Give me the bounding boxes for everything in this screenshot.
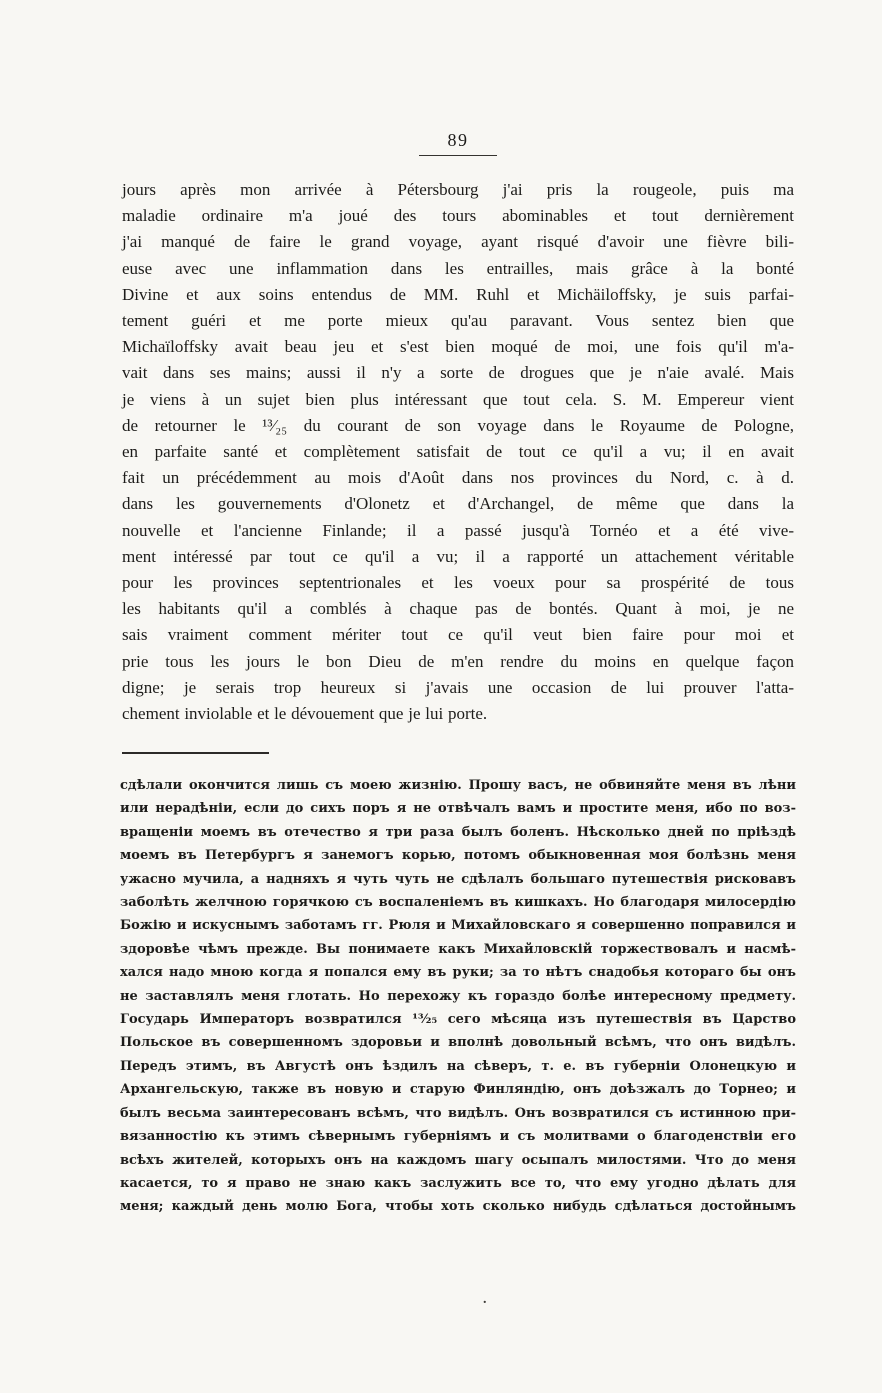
footnote-russian	[120, 774, 796, 1219]
text-line: касается, то я право не знаю какъ заслужить все то, что ему угодно дѣлать для	[120, 1175, 796, 1191]
page-header	[122, 130, 794, 156]
text-line: Польское въ совершенномъ здоровьи и вполнѣ довольный всѣмъ, что онъ видѣлъ.	[120, 1035, 796, 1051]
text-line: Передъ этимъ, въ Августѣ онъ ѣздилъ на сѣверъ, т. е. въ губерніи Олонецкую и	[120, 1058, 796, 1074]
text-line: вязанностію къ этимъ сѣвернымъ губерніямъ и съ молитвами о благоденствіи его	[120, 1129, 796, 1145]
text-line: вращеніи моемъ въ отечество я три раза былъ боленъ. Нѣсколько дней по пріѣздѣ	[120, 824, 796, 840]
text-line: chement inviolable et le dévouement que je lui porte.	[122, 704, 488, 724]
text-line: ужасно мучила, а надняхъ я чуть чуть не сдѣлалъ большаго путешествія рисковавъ	[120, 871, 796, 887]
text-line: Божію и искуснымъ заботамъ гг. Рюля и Михайловскаго я совершенно поправился и	[120, 918, 796, 934]
text-line: Архангельскую, также въ новую и старую Финляндію, онъ доѣзжалъ до Торнео; и	[120, 1082, 796, 1098]
text-line: maladie ordinaire m'a joué des tours abominables et tout dernièrement	[122, 206, 794, 226]
text-line: pour les provinces septentrionales et les voeux pour sa prospérité de tous	[122, 573, 794, 593]
text-line: Divine et aux soins entendus de MM. Ruhl et Michäiloffsky, je suis parfai-	[122, 284, 794, 304]
text-line: меня; каждый день молю Бога, чтобы хоть сколько нибудь сдѣлаться достойнымъ	[120, 1199, 796, 1215]
text-line: en parfaite santé et complètement satisfait de tout ce qu'il a vu; il en avait	[122, 442, 794, 462]
text-line: tement guéri et me porte mieux qu'au paravant. Vous sentez bien que	[122, 311, 794, 331]
text-line: былъ весьма заинтересованъ всѣмъ, что видѣлъ. Онъ возвратился съ истинною при-	[120, 1105, 796, 1121]
text-line: ment intéressé par tout ce qu'il a vu; il a rapporté un attachement véritable	[122, 546, 794, 566]
text-line: заболѣть желчною горячкою съ воспаленіемъ въ кишкахъ. Но благодаря милосердію	[120, 895, 796, 911]
text-line: dans les gouvernements d'Olonetz et d'Archangel, de même que dans la	[122, 494, 794, 514]
text-line: Государь Императоръ возвратился ¹³⁄₂₅ сего мѣсяца изъ путешествія въ Царство	[120, 1012, 796, 1028]
text-line: digne; je serais trop heureux si j'avais une occasion de lui prouver l'atta-	[122, 677, 794, 697]
text-line: j'ai manqué de faire le grand voyage, ayant risqué d'avoir une fièvre bili-	[122, 232, 794, 252]
text-line: fait un précédemment au mois d'Août dans nos provinces du Nord, c. à d.	[122, 468, 794, 488]
text-line: nouvelle et l'ancienne Finlande; il a passé jusqu'à Tornéo et a été vive-	[122, 520, 794, 540]
text-line: les habitants qu'il a comblés à chaque pas de bontés. Quant à moi, je ne	[122, 599, 794, 619]
text-line: сдѣлали окончится лишь съ моею жизнію. Прошу васъ, не обвиняйте меня въ лѣни	[120, 778, 796, 793]
text-line: всѣхъ жителей, которыхъ онъ на каждомъ шагу осыпалъ милостями. Что до меня	[120, 1152, 796, 1168]
text-line: или нерадѣніи, если до сихъ поръ я не отвѣчалъ вамъ и простите меня, ибо по воз-	[120, 801, 796, 817]
text-line: sais vraiment comment mériter tout ce qu'il veut bien faire pour moi et	[122, 625, 794, 645]
footer-mark: .	[483, 1292, 487, 1307]
text-line: vait dans ses mains; aussi il n'y a sorte de drogues que je n'aie avalé. Mais	[122, 363, 794, 383]
page-number: 89	[447, 130, 469, 150]
text-line: здоровѣе чѣмъ прежде. Вы понимаете какъ Михайловскій торжествовалъ и насмѣ-	[120, 941, 796, 957]
text-line: je viens à un sujet bien plus intéressant que tout cela. S. M. Empereur vient	[122, 389, 794, 409]
text-line: моемъ въ Петербургъ я занемогъ корью, потомъ обыкновенная моя болѣзнь меня	[120, 848, 796, 864]
footnote-separator	[122, 752, 269, 754]
text-line: хался надо мною когда я попался ему въ руки; за то нѣтъ снадобья котораго бы онъ	[120, 965, 796, 981]
main-text-french	[122, 177, 794, 727]
text-line: не заставлялъ меня глотать. Но перехожу къ гораздо болѣе интересному предмету.	[120, 988, 796, 1004]
text-line: de retourner le ¹³⁄₂₅ du courant de son voyage dans le Royaume de Pologne,	[122, 415, 794, 435]
text-line: jours après mon arrivée à Pétersbourg j'ai pris la rougeole, puis ma	[122, 180, 794, 199]
text-line: euse avec une inflammation dans les entrailles, mais grâce à la bonté	[122, 258, 794, 278]
text-line: Michaïloffsky avait beau jeu et s'est bien moqué de moi, une fois qu'il m'a-	[122, 337, 794, 357]
page-number-rule	[419, 155, 497, 156]
text-line: prie tous les jours le bon Dieu de m'en rendre du moins en quelque façon	[122, 651, 794, 671]
